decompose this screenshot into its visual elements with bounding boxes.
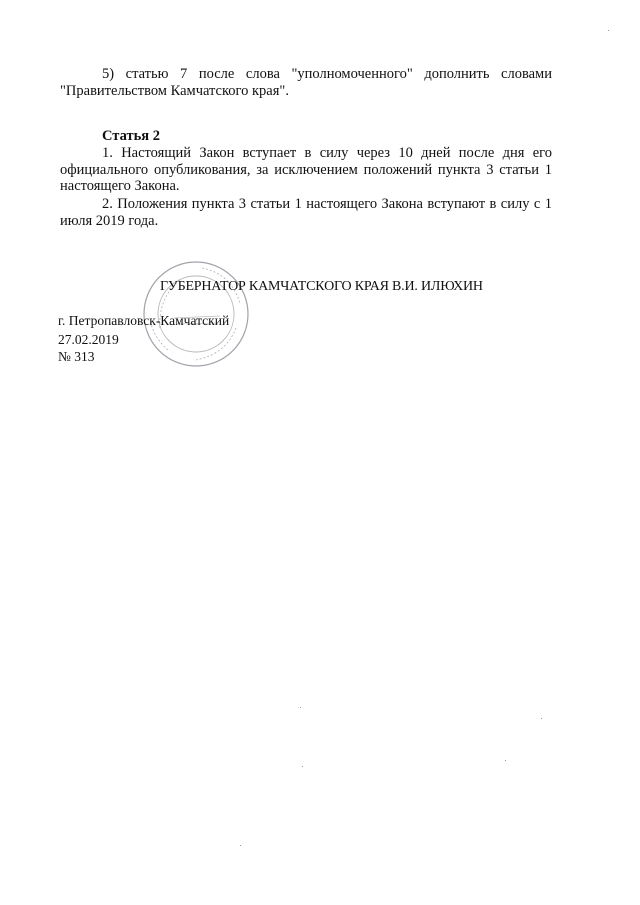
- paragraph-item-5: 5) статью 7 после слова "уполномоченного" дополнить словами "Правительством Камчатского края".: [60, 66, 552, 99]
- governor-signature-line: ГУБЕРНАТОР КАМЧАТСКОГО КРАЯ В.И. ИЛЮХИН: [160, 279, 483, 294]
- article-paragraph-2: 2. Положения пункта 3 статьи 1 настоящего Закона вступают в силу с 1 июля 2019 года.: [60, 196, 552, 229]
- law-date: 27.02.2019: [58, 332, 119, 347]
- scan-speck: [608, 30, 609, 31]
- scan-speck: [240, 845, 241, 846]
- article-heading: Статья 2: [102, 128, 160, 144]
- place-of-signing: г. Петропавловск-Камчатский: [58, 313, 230, 328]
- scan-speck: [505, 760, 506, 761]
- article-paragraph-1: 1. Настоящий Закон вступает в силу через 10 дней после дня его официального опубликования, за исключением положений пункта 3 статьи 1 настоящего Закона.: [60, 145, 552, 194]
- scan-speck: [541, 718, 542, 719]
- law-number: № 313: [58, 349, 95, 364]
- scan-speck: [300, 707, 301, 708]
- scan-speck: [302, 766, 303, 767]
